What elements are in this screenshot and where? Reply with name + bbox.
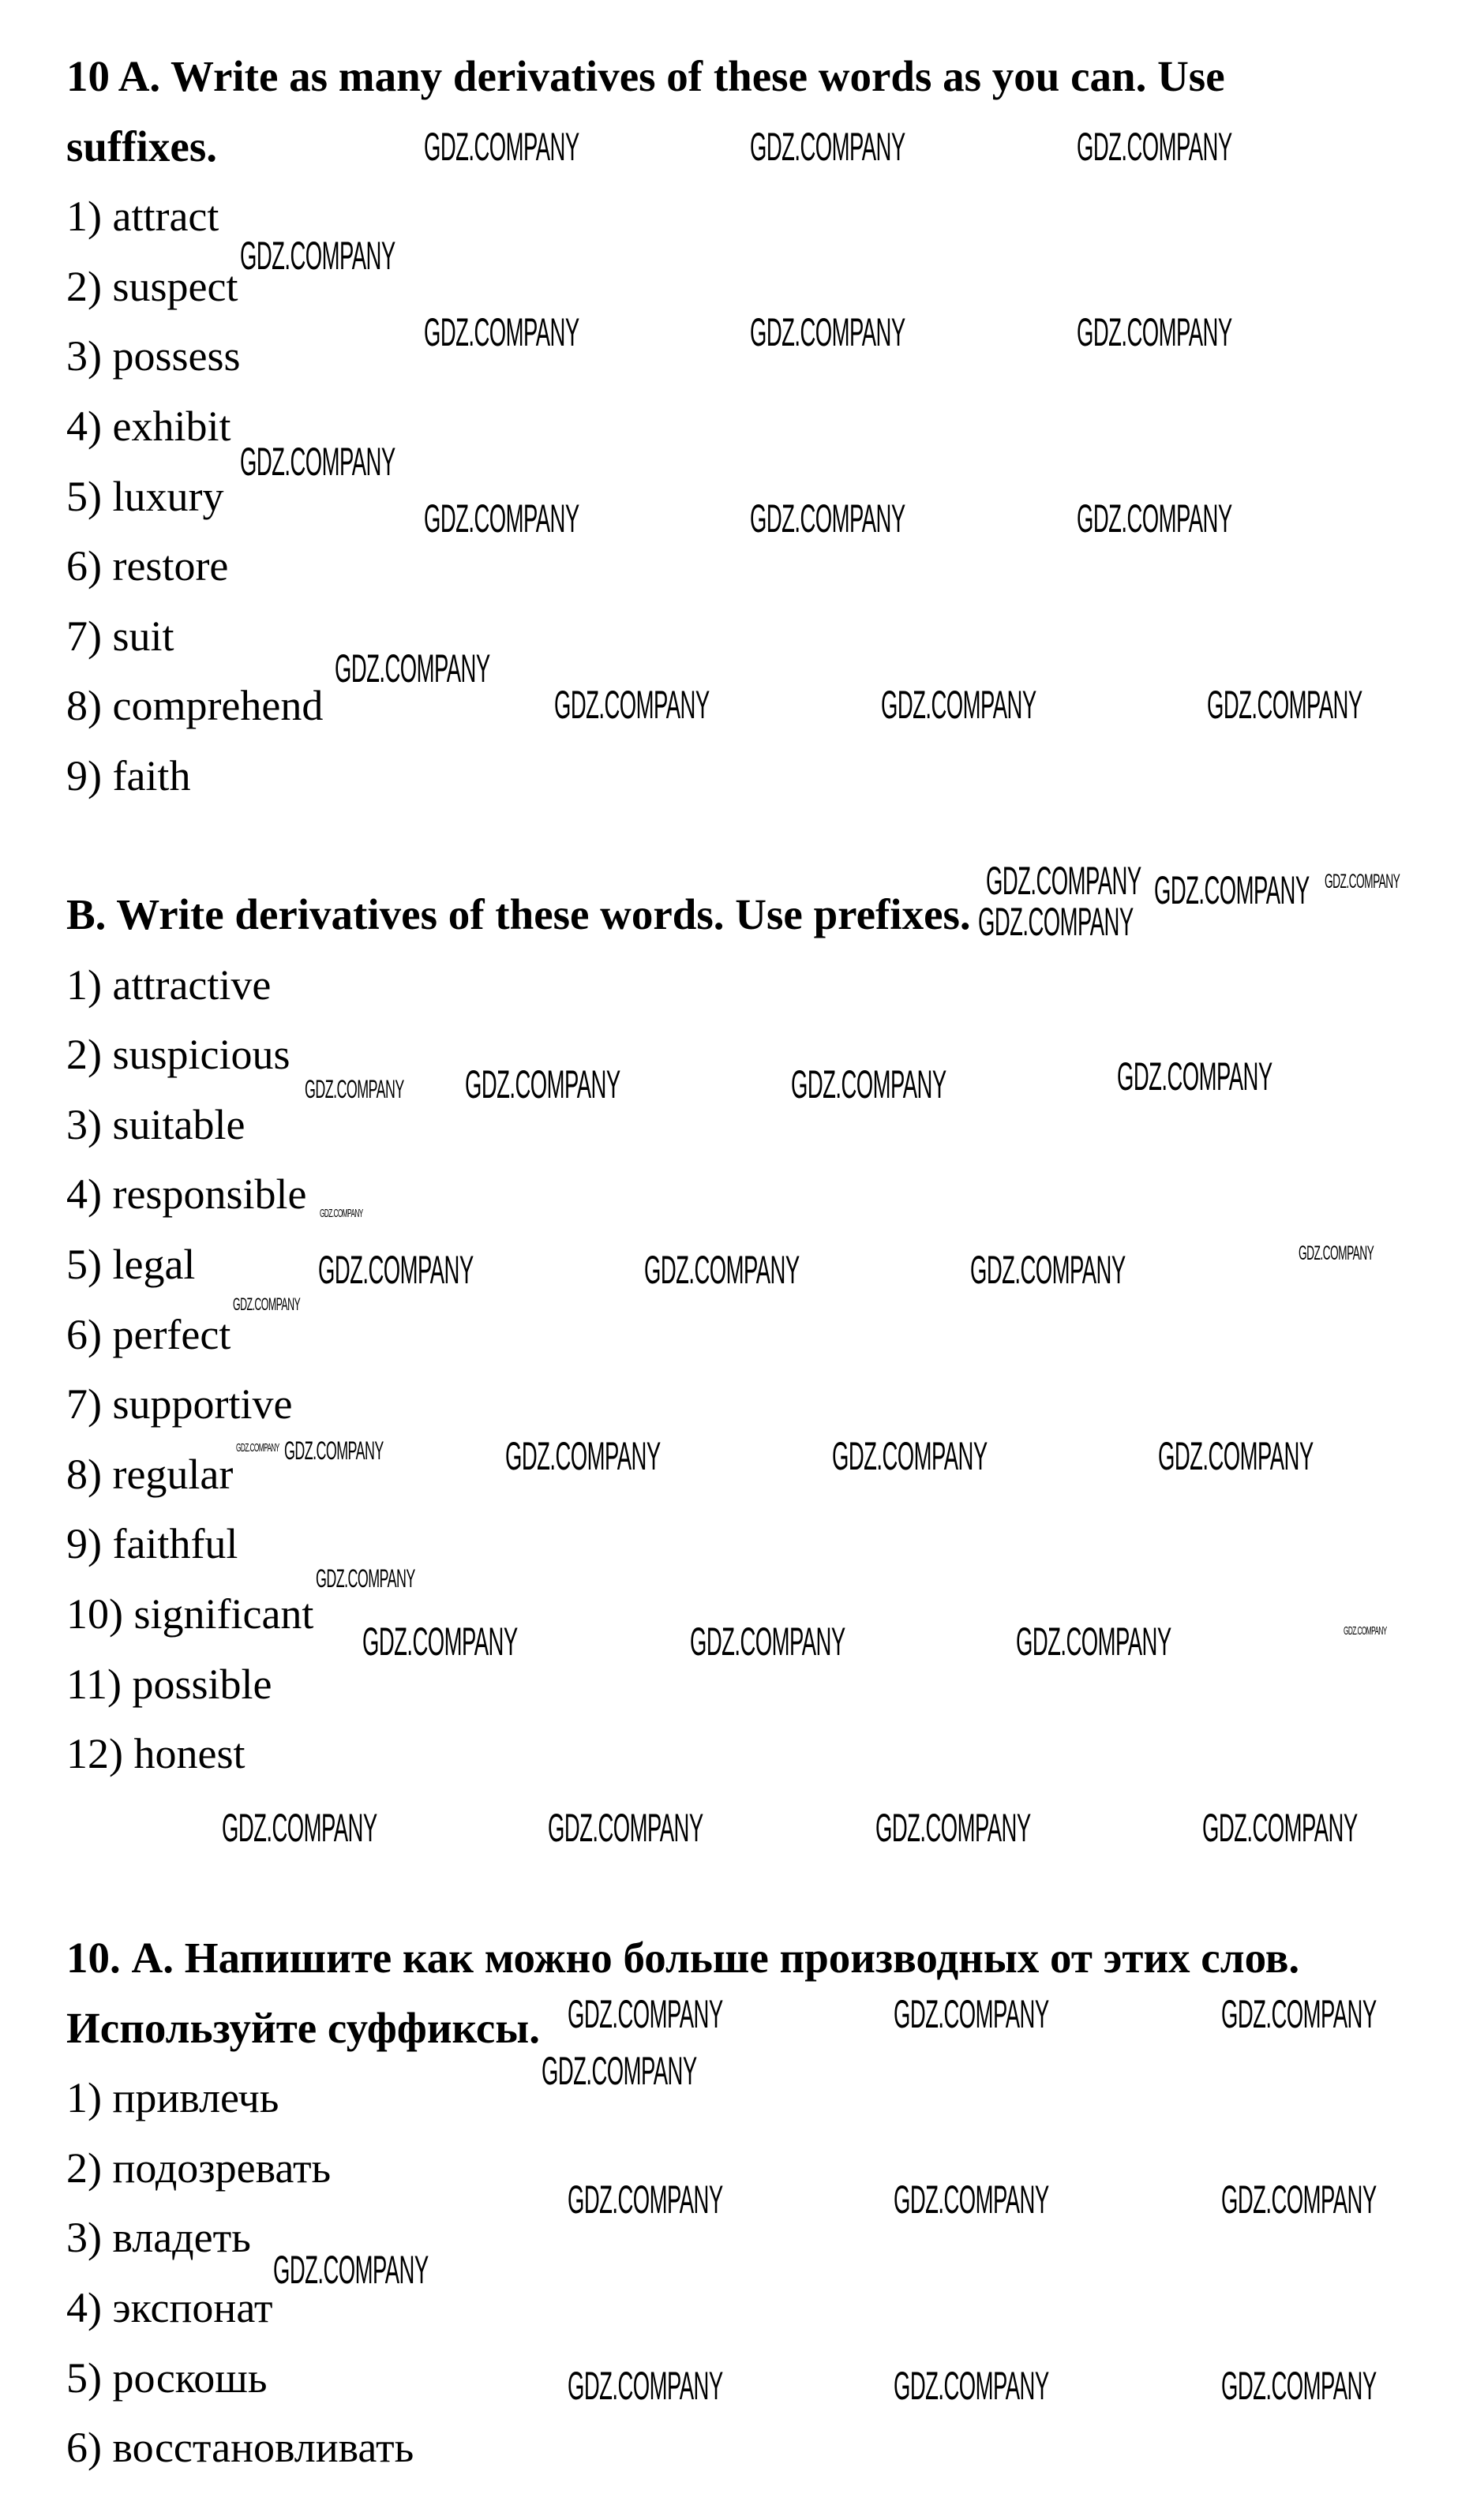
watermark: GDZ.COMPANY — [977, 900, 1134, 945]
list-item: 4) экспонат — [66, 2283, 273, 2331]
list-item: 10) significant — [66, 1590, 314, 1638]
watermark: GDZ.COMPANY — [689, 1619, 845, 1664]
list-item: 6) restore — [66, 542, 229, 590]
watermark: GDZ.COMPANY — [1344, 1623, 1388, 1638]
list-item: 7) suit — [66, 612, 174, 660]
watermark: GDZ.COMPANY — [1016, 1619, 1171, 1664]
watermark: GDZ.COMPANY — [424, 496, 579, 541]
list-item: 5) роскошь — [66, 2353, 268, 2402]
watermark: GDZ.COMPANY — [1206, 682, 1362, 727]
watermark: GDZ.COMPANY — [1157, 1433, 1314, 1478]
section-ru-heading: 10. А. Напишите как можно больше производных от этих слов. — [66, 1934, 1300, 1982]
watermark: GDZ.COMPANY — [315, 1563, 415, 1593]
watermark: GDZ.COMPANY — [1221, 1991, 1377, 2036]
watermark: GDZ.COMPANY — [750, 124, 906, 169]
list-item: 1) привлечь — [66, 2074, 279, 2122]
watermark: GDZ.COMPANY — [272, 2247, 429, 2292]
list-item: 2) подозревать — [66, 2144, 332, 2192]
list-item: 3) владеть — [66, 2214, 251, 2262]
watermark: GDZ.COMPANY — [505, 1433, 662, 1478]
list-item: 11) possible — [66, 1660, 272, 1708]
list-item: 8) comprehend — [66, 682, 324, 730]
watermark: GDZ.COMPANY — [1076, 496, 1232, 541]
watermark: GDZ.COMPANY — [239, 234, 395, 279]
list-item: 7) supportive — [66, 1380, 293, 1428]
list-item: 1) attract — [66, 193, 219, 241]
watermark: GDZ.COMPANY — [880, 682, 1036, 727]
watermark: GDZ.COMPANY — [831, 1433, 988, 1478]
watermark: GDZ.COMPANY — [1076, 310, 1232, 355]
watermark: GDZ.COMPANY — [567, 2363, 723, 2408]
list-item: 8) regular — [66, 1450, 234, 1498]
section-ru-heading-cont: Используйте суффиксы. — [66, 2003, 540, 2052]
watermark: GDZ.COMPANY — [334, 646, 490, 691]
watermark: GDZ.COMPANY — [239, 439, 395, 484]
list-item: 1) attractive — [66, 960, 272, 1009]
watermark: GDZ.COMPANY — [1221, 2363, 1377, 2408]
watermark: GDZ.COMPANY — [750, 496, 906, 541]
watermark: GDZ.COMPANY — [1076, 124, 1232, 169]
watermark: GDZ.COMPANY — [424, 124, 579, 169]
watermark: GDZ.COMPANY — [791, 1062, 946, 1106]
section-a-heading: 10 A. Write as many derivatives of these words as you can. Use — [66, 52, 1225, 100]
list-item: 6) perfect — [66, 1310, 231, 1358]
list-item: 12) honest — [66, 1730, 246, 1778]
watermark: GDZ.COMPANY — [1325, 871, 1400, 893]
watermark: GDZ.COMPANY — [986, 858, 1141, 903]
list-item: 6) восстановливать — [66, 2424, 414, 2472]
watermark: GDZ.COMPANY — [304, 1074, 404, 1103]
watermark: GDZ.COMPANY — [283, 1436, 384, 1466]
watermark: GDZ.COMPANY — [548, 1805, 703, 1850]
watermark: GDZ.COMPANY — [894, 2363, 1049, 2408]
list-item: 9) faithful — [66, 1520, 238, 1568]
list-item: 3) suitable — [66, 1100, 246, 1148]
watermark: GDZ.COMPANY — [221, 1805, 377, 1850]
watermark: GDZ.COMPANY — [319, 1206, 363, 1220]
list-item: 4) responsible — [66, 1170, 307, 1219]
list-item: 9) faith — [66, 751, 191, 799]
watermark: GDZ.COMPANY — [644, 1248, 800, 1293]
watermark: GDZ.COMPANY — [894, 1991, 1049, 2036]
list-item: 5) legal — [66, 1240, 196, 1288]
list-item: 5) luxury — [66, 472, 224, 520]
watermark: GDZ.COMPANY — [567, 1991, 723, 2036]
list-item: 2) suspicious — [66, 1031, 290, 1079]
watermark: GDZ.COMPANY — [894, 2177, 1049, 2222]
watermark: GDZ.COMPANY — [554, 682, 710, 727]
watermark: GDZ.COMPANY — [424, 310, 579, 355]
watermark: GDZ.COMPANY — [317, 1248, 474, 1293]
watermark: GDZ.COMPANY — [1201, 1805, 1358, 1850]
watermark: GDZ.COMPANY — [875, 1805, 1032, 1850]
watermark: GDZ.COMPANY — [1117, 1054, 1272, 1099]
watermark: GDZ.COMPANY — [750, 310, 906, 355]
watermark: GDZ.COMPANY — [1221, 2177, 1377, 2222]
list-item: 2) suspect — [66, 262, 238, 310]
list-item: 4) exhibit — [66, 402, 231, 450]
watermark: GDZ.COMPANY — [970, 1248, 1126, 1293]
list-item: 3) possess — [66, 332, 241, 380]
watermark: GDZ.COMPANY — [236, 1441, 279, 1455]
watermark: GDZ.COMPANY — [1298, 1242, 1374, 1265]
watermark: GDZ.COMPANY — [1154, 868, 1310, 913]
watermark: GDZ.COMPANY — [567, 2177, 723, 2222]
watermark: GDZ.COMPANY — [541, 2048, 697, 2093]
watermark: GDZ.COMPANY — [233, 1294, 301, 1314]
watermark: GDZ.COMPANY — [464, 1062, 620, 1106]
watermark: GDZ.COMPANY — [362, 1619, 518, 1664]
section-a-heading-cont: suffixes. — [66, 122, 217, 170]
section-b-heading: B. Write derivatives of these words. Use prefixes. — [66, 890, 971, 938]
